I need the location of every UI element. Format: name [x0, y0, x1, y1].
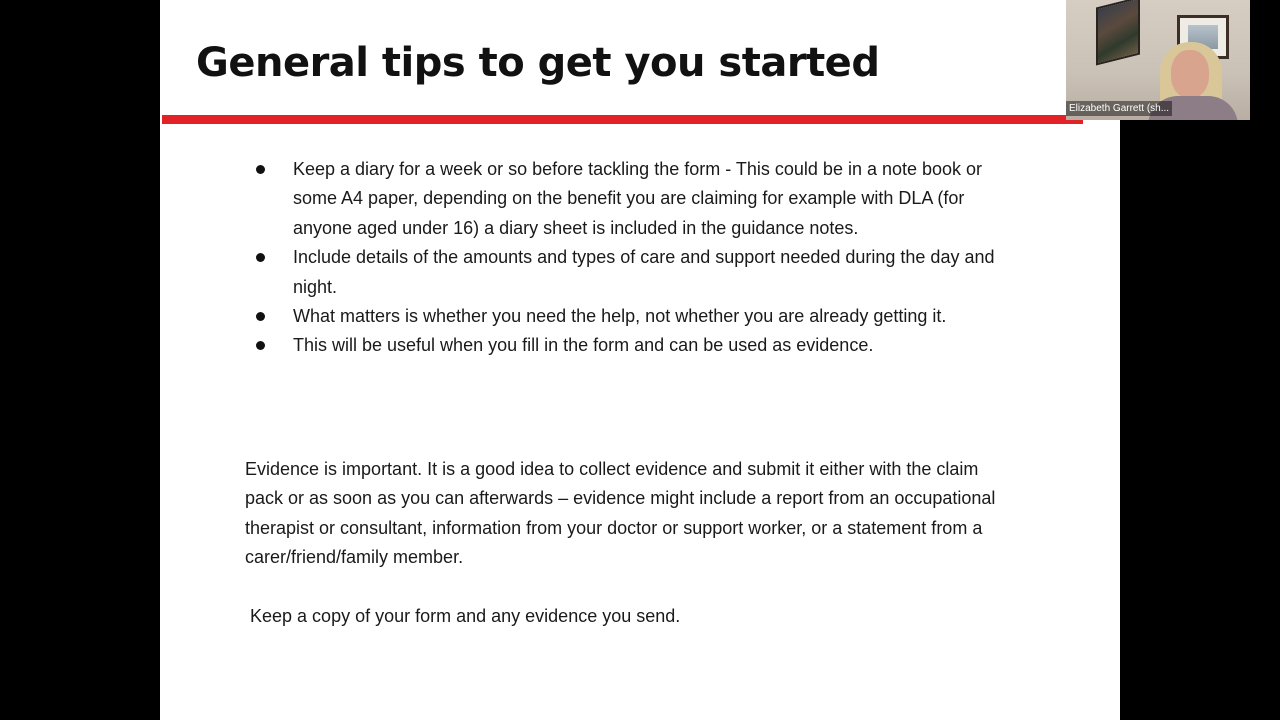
bullet-dot-icon — [256, 253, 265, 262]
bullet-text: Include details of the amounts and types of care and support needed during the day and night. — [293, 247, 995, 297]
title-accent-rule — [162, 115, 1083, 124]
bullet-dot-icon — [256, 165, 265, 174]
bullet-text: Keep a diary for a week or so before tackling the form - This could be in a note book or some A4 paper, depending on the benefit you are claiming for example with DLA (for anyone aged under 16) a diary sheet is included in the guidance notes. — [293, 159, 983, 238]
bullet-item-diary — [250, 155, 1010, 243]
slide-title: General tips to get you started — [196, 40, 880, 86]
bullet-dot-icon — [256, 312, 265, 321]
bullet-item-useful — [250, 331, 1010, 360]
bullet-item-help — [250, 302, 1010, 331]
wall-painting — [1098, 0, 1138, 63]
participant-video-tile[interactable] — [1066, 0, 1250, 120]
participant-face — [1171, 50, 1209, 98]
bullet-text: What matters is whether you need the help, not whether you are already getting it. — [293, 306, 947, 327]
shared-slide — [160, 0, 1120, 720]
participant-name-label: Elizabeth Garrett (sh... — [1066, 101, 1172, 116]
tips-bullet-list — [250, 155, 1010, 361]
evidence-paragraph: Evidence is important. It is a good idea to collect evidence and submit it either with the claim pack or as soon as you can afterwards – evidence might include a report from an occupational therapist or consultant, information from your doctor or support worker, or a statement from a carer/friend/family member. — [245, 459, 996, 568]
bullet-item-details — [250, 243, 1010, 302]
bullet-text: This will be useful when you fill in the form and can be used as evidence. — [293, 335, 874, 356]
closing-paragraph: Keep a copy of your form and any evidence you send. — [245, 606, 681, 626]
bullet-dot-icon — [256, 341, 265, 350]
